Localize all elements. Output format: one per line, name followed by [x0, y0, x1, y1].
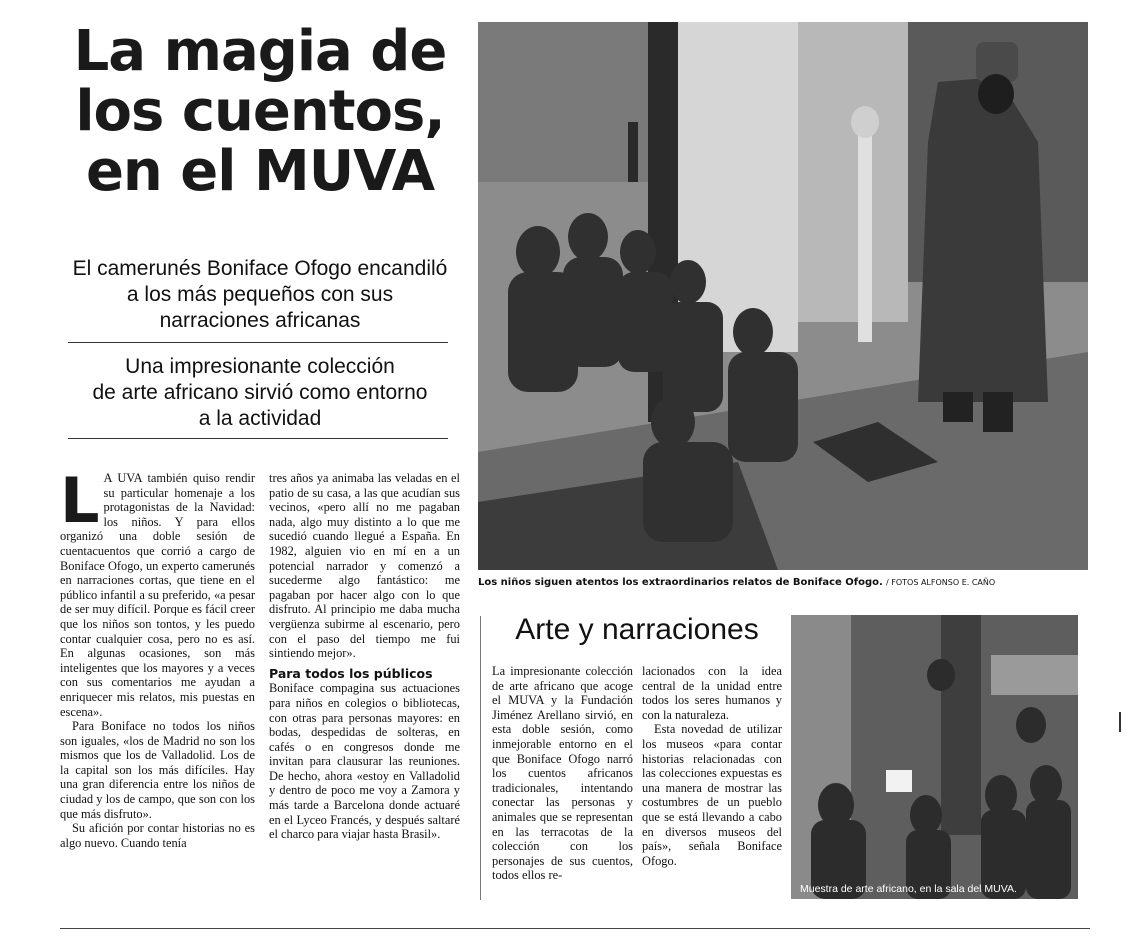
sidebar-paragraph-2: lacionados con la idea central de la unidad entre todos los seres humanos y con la naturaleza.: [642, 664, 782, 722]
main-photo: [478, 22, 1088, 570]
article-paragraph-3: Su afición por contar historias no es algo nuevo. Cuando tenía: [60, 821, 255, 850]
secondary-subheadline-line-1: Una impresionante colección: [125, 355, 395, 378]
article-paragraph-2: Para Boniface no todos los niños son iguales, «los de Madrid no son los mismos que los de Valladolid. Los de la capital son los más difíciles. Hay una gran diferencia entre los niños de ciudad y los de campo, que son con los que más disfruto».: [60, 719, 255, 821]
body-divider: [68, 438, 448, 439]
sidebar-title: Arte y narraciones: [515, 613, 759, 646]
sidebar-paragraph-3: Esta novedad de utilizar los museos «para contar historias relacionadas con las colecciones expuestas es una manera de mostrar las costumbres de un pueblo que se está llevando a cabo en diversos museos del país», señala Boniface Ofogo.: [642, 722, 782, 868]
secondary-subheadline-line-3: a la actividad: [198, 407, 322, 430]
storytelling-photo-illustration: [478, 22, 1088, 570]
headline: [60, 19, 460, 204]
secondary-photo-caption: Muestra de arte africano, en la sala del MUVA.: [800, 883, 1017, 895]
museum-photo-illustration: [791, 615, 1078, 899]
sidebar-column-1: [492, 664, 633, 883]
main-photo-caption: [478, 576, 1098, 589]
main-photo-caption-text: Los niños siguen atentos los extraordinarios relatos de Boniface Ofogo.: [478, 577, 883, 588]
article-paragraph-4: tres años ya animaba las veladas en el patio de su casa, a las que acudían sus vecinos, «pero allí no me pagaban nada, algo muy distinto a lo que me sucedió cuando llegué a España. En 1982, alguien vio en mí en a un potencial narrador y comenzó a sucederme algo fantástico: me pagaban por hacer algo con lo que disfruto. Al principio me daba mucha vergüenza subirme al escenario, pero con el paso del tiempo me fui sintiendo mejor».: [269, 471, 460, 661]
secondary-subheadline-line-2: de arte africano sirvió como entorno: [92, 381, 428, 404]
photo-credit: / FOTOS ALFONSO E. CAÑO: [886, 578, 996, 587]
article-paragraph-5: Boniface compagina sus actuaciones para niños en colegios o bibliotecas, con otras para personas mayores: en bodas, despedidas de solteras, en cafés o en congresos donde me invitan para clausurar las reuniones. De hecho, ahora «estoy en Valladolid y dentro de poco me voy a Zamora y más tarde a Barcelona donde actuaré en el Lyceo Francés, y después saltaré el charco para viajar hasta Brasil».: [269, 681, 460, 842]
subheadline: [55, 256, 465, 334]
article-column-2: [269, 471, 460, 842]
sidebar-column-2: [642, 664, 782, 868]
edge-mark: [1119, 712, 1121, 732]
headline-line-3: en el MUVA: [85, 139, 435, 204]
sidebar-paragraph-1: La impresionante colección de arte africano que acoge el MUVA y la Fundación Jiménez Arellano sirvió, en esta doble sesión, como inmejorable entorno en el que Boniface Ofogo narró los cuentos africanos tradicionales, intentando conectar las personas y animales que se representan en las terracotas de la colección con los personajes de sus cuentos, todos ellos re-: [492, 664, 633, 883]
article-subhead: Para todos los públicos: [269, 665, 433, 681]
secondary-subheadline: [55, 354, 465, 432]
headline-line-1: La magia de: [73, 19, 447, 84]
subheadline-line-2: a los más pequeños con sus: [126, 283, 394, 306]
bottom-rule: [60, 928, 1090, 929]
sidebar-rule: [480, 616, 481, 900]
deck-divider: [68, 342, 448, 343]
subheadline-line-3: narraciones africanas: [159, 309, 361, 332]
drop-cap: L: [60, 464, 100, 537]
headline-line-2: los cuentos,: [75, 79, 445, 144]
subheadline-line-1: El camerunés Boniface Ofogo encandiló: [72, 257, 448, 280]
article-column-1: [60, 464, 255, 850]
secondary-photo: [791, 615, 1078, 899]
article-paragraph-1: L A UVA también quiso rendir su particular homenaje a los protagonistas de la Navidad: los niños. Y para ellos organizó una doble sesión de cuentacuentos que corrió a cargo de Boniface Ofogo, un experto camerunés en narraciones cortas, que tiene en el público infantil a su preferido, «a pesar de ser muy difícil. Porque es fácil creer que los niños son tontos, y les puedo contar cualquier cosa, pero no es así. En algunas ocasiones, son más inteligentes que los mayores y a veces con sus comentarios me ayudan a enriquecer mis relatos, mis puestas en escena».: [60, 464, 255, 719]
